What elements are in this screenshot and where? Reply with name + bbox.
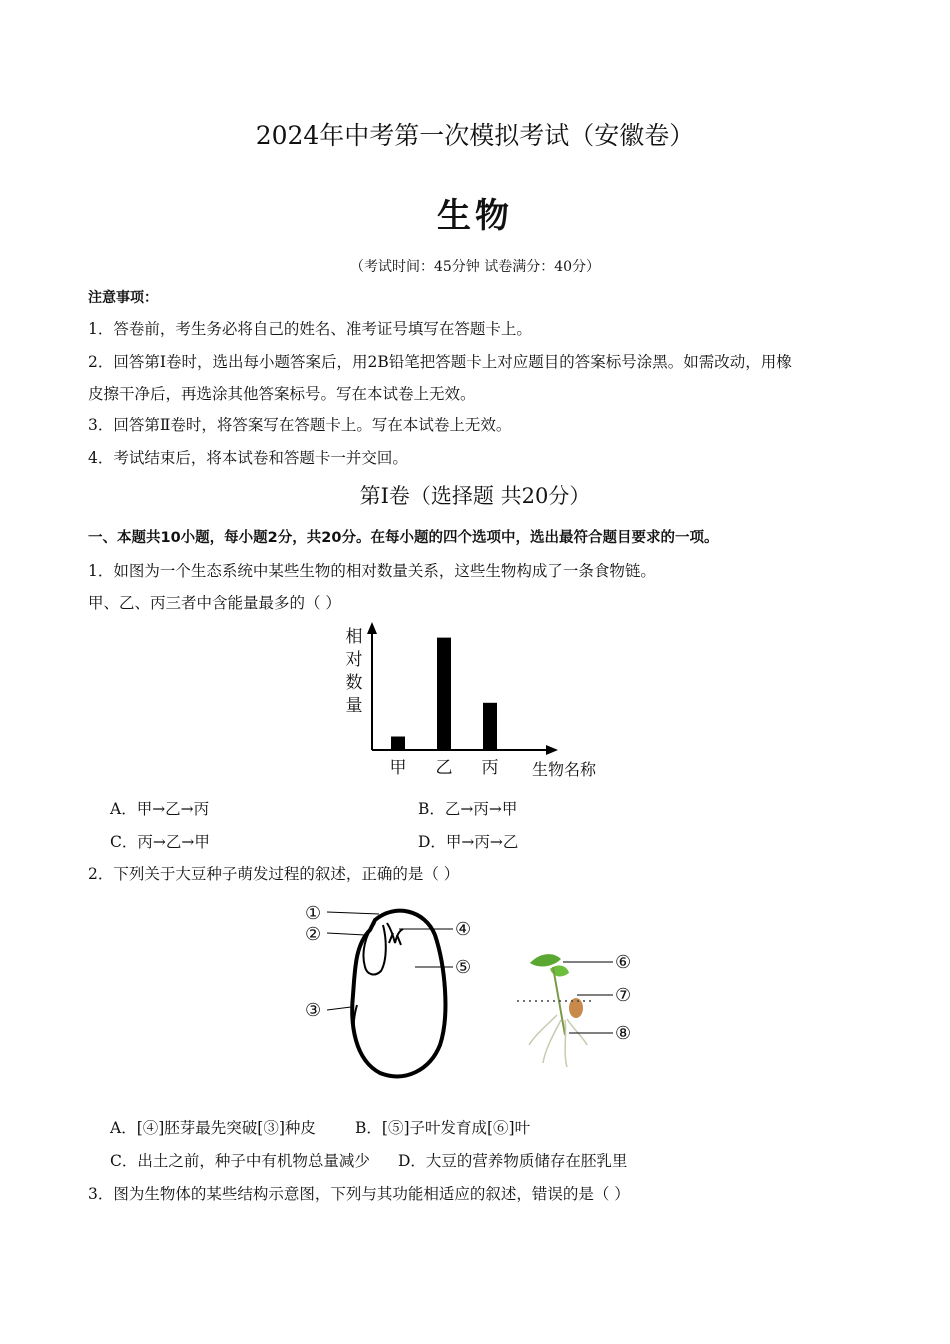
label-2: ②	[305, 924, 322, 945]
page-title: 2024年中考第一次模拟考试（安徽卷）	[255, 121, 695, 150]
q2-option-a: A．[④]胚芽最先突破[③]种皮	[110, 1119, 316, 1137]
label-7: ⑦	[615, 985, 632, 1006]
q1-option-b: B．乙→丙→甲	[418, 800, 518, 818]
q2-option-c: C．出土之前，种子中有机物总量减少	[110, 1152, 370, 1170]
chart-xticks	[390, 758, 499, 778]
x-tick-label: 丙	[481, 758, 499, 778]
q1-option-a: A．甲→乙→丙	[110, 800, 210, 818]
q1-stem-line1: 1．如图为一个生态系统中某些生物的相对数量关系，这些生物构成了一条食物链。	[88, 562, 656, 580]
label-4: ④	[455, 919, 472, 940]
notice-item-3: 3．回答第Ⅱ卷时，将答案写在答题卡上。写在本试卷上无效。	[88, 416, 512, 434]
q2-option-b: B．[⑤]子叶发育成[⑥]叶	[355, 1119, 531, 1137]
label-1: ①	[305, 903, 322, 924]
notice-item-1: 1．答卷前，考生务必将自己的姓名、准考证号填写在答题卡上。	[88, 320, 532, 338]
label-5: ⑤	[455, 957, 472, 978]
bar-乙	[437, 638, 451, 750]
q1-bar-chart	[330, 620, 630, 785]
y-label-char: 量	[345, 696, 363, 716]
bar-丙	[483, 703, 497, 750]
label-8: ⑧	[615, 1023, 632, 1044]
chart-xlabel: 生物名称	[532, 760, 597, 779]
part-one-instructions: 一、本题共10小题，每小题2分，共20分。在每小题的四个选项中，选出最符合题目要求的一项。	[88, 530, 719, 546]
chart-ylabel	[346, 627, 363, 716]
x-tick-label: 乙	[435, 758, 453, 778]
subject-title: 生物	[437, 196, 513, 236]
y-label-char: 对	[345, 650, 363, 670]
chart-bars	[391, 638, 497, 750]
q2-option-d: D．大豆的营养物质储存在胚乳里	[398, 1152, 628, 1170]
q1-option-d: D．甲→丙→乙	[418, 833, 519, 851]
x-tick-label: 甲	[389, 758, 407, 778]
q3-stem: 3．图为生物体的某些结构示意图，下列与其功能相适应的叙述，错误的是（ ）	[88, 1185, 630, 1203]
notice-item-2-cont: 皮擦干净后，再选涂其他答案标号。写在本试卷上无效。	[88, 385, 476, 403]
time-info: （考试时间：45分钟 试卷满分：40分）	[349, 259, 601, 275]
chart-axes	[367, 622, 558, 755]
label-6: ⑥	[615, 952, 632, 973]
notice-item-2: 2．回答第Ⅰ卷时，选出每小题答案后，用2B铅笔把答题卡上对应题目的答案标号涂黑。如需改动，用橡	[88, 353, 792, 371]
q1-option-c: C．丙→乙→甲	[110, 833, 210, 851]
y-label-char: 相	[345, 627, 363, 647]
label-3: ③	[305, 1000, 322, 1021]
bar-甲	[391, 737, 405, 750]
y-label-char: 数	[345, 673, 363, 693]
q1-stem-line2: 甲、乙、丙三者中含能量最多的（ ）	[88, 594, 341, 612]
notice-item-4: 4．考试结束后，将本试卷和答题卡一并交回。	[88, 449, 408, 467]
q2-seed-diagram	[295, 895, 645, 1080]
q2-stem: 2．下列关于大豆种子萌发过程的叙述，正确的是（ ）	[88, 865, 460, 883]
section-title: 第Ⅰ卷（选择题 共20分）	[359, 484, 591, 508]
notice-title: 注意事项：	[88, 290, 158, 306]
